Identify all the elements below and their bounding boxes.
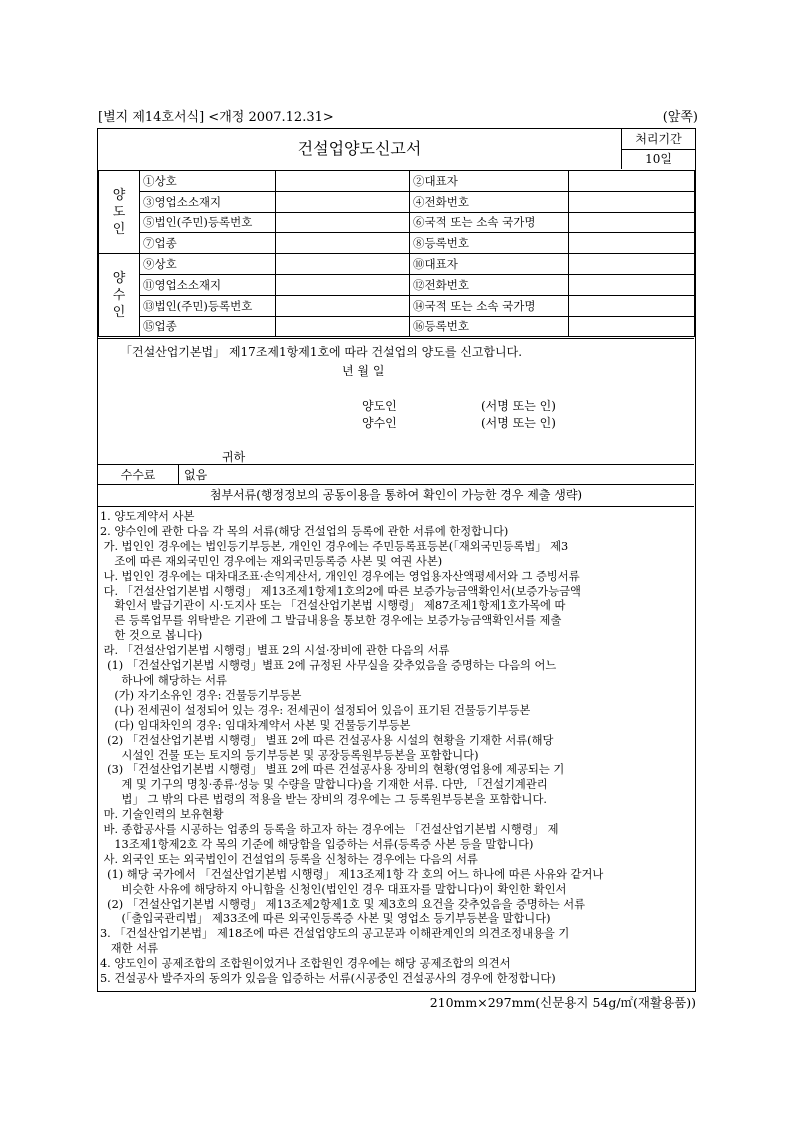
attachment-line: 사. 외국인 또는 외국법인이 건설업의 등록을 신청하는 경우에는 다음의 서류 <box>100 852 478 866</box>
processing-value: 10일 <box>645 152 672 166</box>
transferor-sign-label: 양도인 <box>362 399 397 413</box>
transferee-signature[interactable]: (서명 또는 인) <box>481 416 556 430</box>
page-side: (앞쪽) <box>662 110 698 125</box>
field-value[interactable] <box>569 212 695 233</box>
field-label: ⑦업종 <box>140 233 276 254</box>
processing-period <box>621 129 695 169</box>
field-value[interactable] <box>569 274 695 295</box>
field-value[interactable] <box>569 254 695 275</box>
attachment-line: 라. 「건설산업기본법 시행령」별표 2의 시설·장비에 관한 다음의 서류 <box>100 644 450 658</box>
field-value[interactable] <box>276 191 410 212</box>
fee-label: 수수료 <box>98 465 179 485</box>
attachment-line: 확인서 발급기관이 시·도지사 또는 「건설산업기본법 시행령」 제87조제1항제1호가목에 따 <box>100 599 566 613</box>
field-label: ⑨상호 <box>140 254 276 275</box>
field-label: ④전화번호 <box>410 191 569 212</box>
attachment-line: 다. 「건설산업기본법 시행령」 제13조제1항제1호의2에 따른 보증가능금액확인서(보증가능금액 <box>100 584 581 598</box>
attachment-line: 재한 서류 <box>100 942 159 956</box>
form-number: [별지 제14호서식] <개정 2007.12.31> <box>98 110 334 125</box>
field-value[interactable] <box>569 171 695 192</box>
attachment-line: 13조제1항제2호 각 목의 기준에 해당함을 입증하는 서류(등록증 사본 등을 말합니다) <box>100 837 534 851</box>
field-value[interactable] <box>276 316 410 337</box>
paper-spec: 210mm×297mm(신문용지 54g/㎡(재활용품)) <box>429 995 696 1010</box>
processing-label: 처리기간 <box>622 129 695 150</box>
field-label: ①상호 <box>140 171 276 192</box>
attachment-line: 계 및 기구의 명칭·종류·성능 및 수량을 말합니다)을 기재한 서류. 다만, 「건설기계관리 <box>100 778 548 792</box>
field-label: ③영업소소재지 <box>140 191 276 212</box>
attachment-line: 시설인 건물 또는 토지의 등기부등본 및 공장등록원부등본을 포함합니다) <box>100 748 479 762</box>
field-value[interactable] <box>276 171 410 192</box>
field-value[interactable] <box>569 295 695 316</box>
attachment-line: 비슷한 사유에 해당하지 아니함을 신청인(법인인 경우 대표자를 말합니다)이 확인한 확인서 <box>100 882 567 896</box>
form-title: 건설업양도신고서 <box>297 139 422 158</box>
attachment-line: 하나에 해당하는 서류 <box>100 673 227 687</box>
transferee-row <box>99 295 695 316</box>
declaration-date[interactable]: 년 월 일 <box>342 364 385 378</box>
attachment-line: (「출입국관리법」 제33조에 따른 외국인등록증 사본 및 영업소 등기부등본을 말합니다) <box>100 912 551 926</box>
attachment-line: (1) 「건설산업기본법 시행령」별표 2에 규정된 사무실을 갖추었음을 증명하는 다음의 어느 <box>100 659 557 673</box>
field-label: ⑭국적 또는 소속 국가명 <box>410 295 569 316</box>
title-box <box>98 129 694 171</box>
transferor-row <box>99 171 695 192</box>
transferor-label: 양 도 인 <box>99 171 140 254</box>
field-label: ⑮업종 <box>140 316 276 337</box>
declaration-statement: 「건설산업기본법」 제17조제1항제1호에 따라 건설업의 양도를 신고합니다. <box>120 345 523 359</box>
attachment-line: 4. 양도인이 공제조합의 조합원이었거나 조합원인 경우에는 해당 공제조합의 의견서 <box>100 957 511 971</box>
attachment-line: 바. 종합공사를 시공하는 업종의 등록을 하고자 하는 경우에는 「건설산업기본법 시행령」 제 <box>100 823 559 837</box>
transferee-row <box>99 316 695 337</box>
declaration <box>98 338 694 465</box>
transferor-signature[interactable]: (서명 또는 인) <box>481 399 556 413</box>
transferor-row <box>99 191 695 212</box>
field-value[interactable] <box>569 233 695 254</box>
field-label: ⑥국적 또는 소속 국가명 <box>410 212 569 233</box>
field-value[interactable] <box>276 254 410 275</box>
recipient: 귀하 <box>222 450 246 464</box>
attachment-line: 마. 기술인력의 보유현황 <box>100 808 224 822</box>
attachment-line: (다) 임대차인의 경우: 임대차계약서 사본 및 건물등기부등본 <box>100 718 411 732</box>
field-value[interactable] <box>276 274 410 295</box>
transferor-row <box>99 212 695 233</box>
field-label: ⑫전화번호 <box>410 274 569 295</box>
transferee-sign-label: 양수인 <box>362 416 397 430</box>
attachment-line: 1. 양도계약서 사본 <box>100 510 195 523</box>
attachment-line: 5. 건설공사 발주자의 동의가 있음을 입증하는 서류(시공중인 건설공사의 경우에 한정합니다) <box>100 972 556 986</box>
form-frame <box>97 128 696 992</box>
attachments-header: 첨부서류(행정정보의 공동이용을 통하여 확인이 가능한 경우 제출 생략) <box>98 484 694 507</box>
field-label: ⑬법인(주민)등록번호 <box>140 295 276 316</box>
attachment-line: 3. 「건설산업기본법」 제18조에 따른 건설업양도의 공고문과 이해관계인의 의견조정내용을 기 <box>100 927 570 941</box>
field-value[interactable] <box>276 212 410 233</box>
attachment-line: (1) 해당 국가에서 「건설산업기본법 시행령」 제13조제1항 각 호의 어느 하나에 따른 사유와 같거나 <box>100 867 604 881</box>
attachment-line: 가. 법인인 경우에는 법인등기부등본, 개인인 경우에는 주민등록표등본(「재외국민등록법」 제3 <box>100 539 569 553</box>
transferor-row <box>99 233 695 254</box>
attachment-line: 법」 그 밖의 다른 법령의 적용을 받는 장비의 경우에는 그 등록원부등본을 포함합니다. <box>100 793 547 807</box>
field-value[interactable] <box>276 295 410 316</box>
transferee-label: 양 수 인 <box>99 254 140 337</box>
field-label: ⑤법인(주민)등록번호 <box>140 212 276 233</box>
attachment-line: 른 등록업무를 위탁받은 기관에 그 발급내용을 통보한 경우에는 보증가능금액확인서를 제출 <box>100 614 562 628</box>
field-value[interactable] <box>276 233 410 254</box>
transferee-row <box>99 254 695 275</box>
attachments-list <box>100 510 692 987</box>
attachment-line: (2) 「건설산업기본법 시행령」 제13조제2항제1호 및 제3호의 요건을 갖추었음을 증명하는 서류 <box>100 897 586 911</box>
field-value[interactable] <box>569 316 695 337</box>
field-value[interactable] <box>569 191 695 212</box>
attachment-line: (가) 자기소유인 경우: 건물등기부등본 <box>100 688 302 702</box>
form-header <box>98 106 698 124</box>
fee-row <box>98 464 694 485</box>
field-label: ⑩대표자 <box>410 254 569 275</box>
fee-value: 없음 <box>184 468 208 482</box>
attachment-line: (3) 「건설산업기본법 시행령」 별표 2에 따른 건설공사용 장비의 현황(영업용에 제공되는 기 <box>100 763 565 777</box>
party-table <box>98 170 695 337</box>
field-label: ⑯등록번호 <box>410 316 569 337</box>
attachment-line: 나. 법인인 경우에는 대차대조표·손익계산서, 개인인 경우에는 영업용자산액평세서와 그 증빙서류 <box>100 569 580 583</box>
transferee-row <box>99 274 695 295</box>
field-label: ②대표자 <box>410 171 569 192</box>
attachment-line: (2) 「건설산업기본법 시행령」 별표 2에 따른 건설공사용 시설의 현황을 기재한 서류(해당 <box>100 733 554 747</box>
field-label: ⑪영업소소재지 <box>140 274 276 295</box>
attachment-line: (나) 전세권이 설정되어 있는 경우: 전세권이 설정되어 있음이 표기된 건물등기부등본 <box>100 703 531 717</box>
attachment-line: 조에 따른 재외국민인 경우에는 재외국민등록증 사본 및 여권 사본) <box>100 554 443 568</box>
field-label: ⑧등록번호 <box>410 233 569 254</box>
attachment-line: 한 것으로 봅니다) <box>100 629 203 643</box>
attachment-line: 2. 양수인에 관한 다음 각 목의 서류(해당 건설업의 등록에 관한 서류에 한정합니다) <box>100 524 509 538</box>
